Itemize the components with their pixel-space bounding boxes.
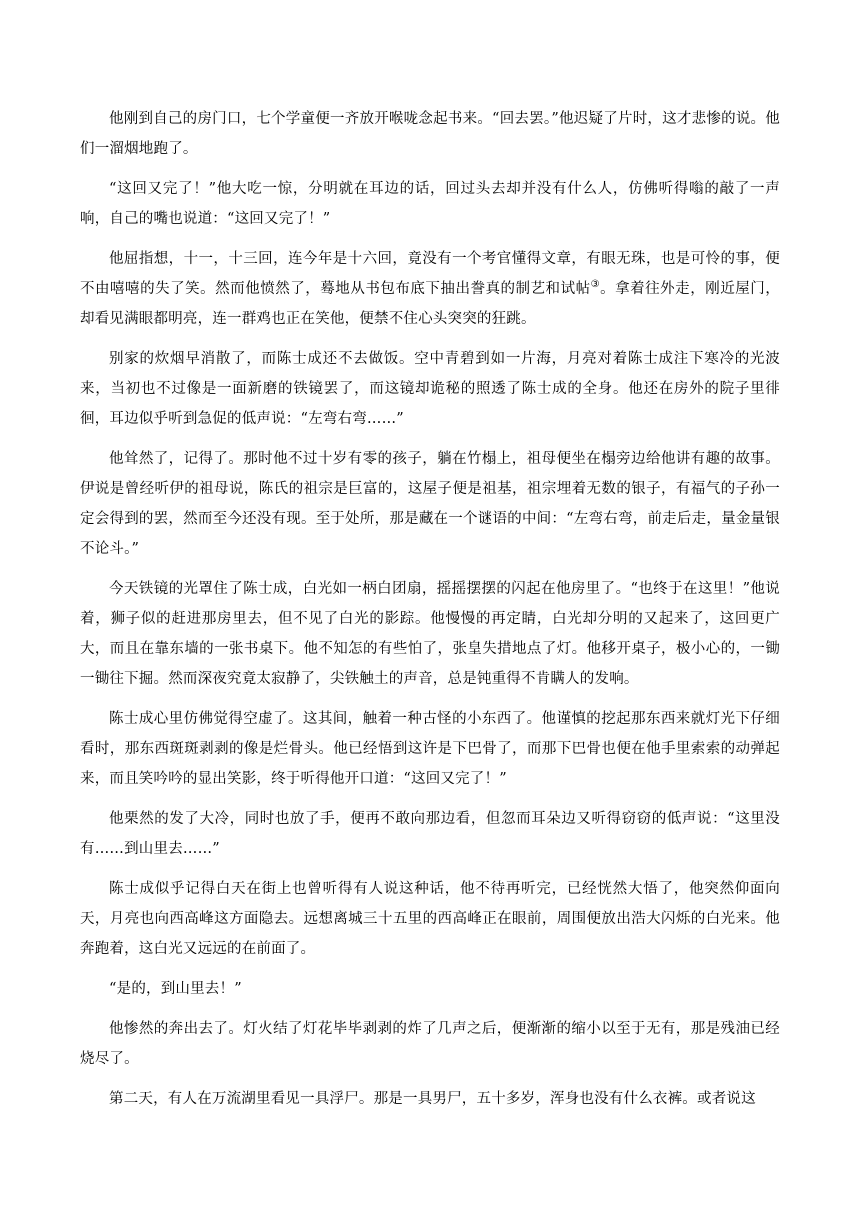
paragraph-7: 陈士成心里仿佛觉得空虚了。这其间，触着一种古怪的小东西了。他谨慎的挖起那东西来就灯光下仔细看时，那东西斑斑剥剥的像是烂骨头。他已经悟到这许是下巴骨了，而那下巴骨也便在他手里索索的动弹起来，而且笑吟吟的显出笑影，终于听得他开口道：“这回又完了！” <box>80 711 780 787</box>
paragraph-3 <box>80 244 780 334</box>
paragraph-1: 他刚到自己的房门口，七个学童便一齐放开喉咙念起书来。“回去罢。”他迟疑了片时，这才悲惨的说。他们一溜烟地跑了。 <box>80 111 780 157</box>
paragraph-12: 第二天，有人在万流湖里看见一具浮尸。那是一具男尸，五十多岁，浑身也没有什么衣裤。或者说这 <box>109 1091 756 1107</box>
paragraph-11: 他惨然的奔出去了。灯火结了灯花毕毕剥剥的炸了几声之后，便渐渐的缩小以至于无有，那是残油已经烧尽了。 <box>80 1021 780 1067</box>
paragraph-6: 今天铁镜的光罩住了陈士成，白光如一柄白团扇，摇摇摆摆的闪起在他房里了。“也终于在这里！”他说着，狮子似的赶进那房里去，但不见了白光的影踪。他慢慢的再定睛，白光却分明的又起来了，这回更广大，而且在靠东墙的一张书桌下。他不知怎的有些怕了，张皇失措地点了灯。他移开桌子，极小心的，一锄一锄往下掘。然而深夜究竟太寂静了，尖铁触土的声音，总是钝重得不肯瞒人的发响。 <box>80 581 780 687</box>
paragraph-3-text-after: 。拿着往外走，刚近屋门，却看见满眼都明亮，连一群鸡也正在笑他，便禁不住心头突突的狂跳。 <box>80 281 780 327</box>
paragraph-9: 陈士成似乎记得白天在街上也曾听得有人说这种话，他不待再听完，已经恍然大悟了，他突然仰面向天，月亮也向西高峰这方面隐去。远想离城三十五里的西高峰正在眼前，周围便放出浩大闪烁的白光来。他奔跑着，这白光又远远的在前面了。 <box>80 881 780 957</box>
footnote-marker: ③ <box>590 279 601 291</box>
paragraph-10: “是的，到山里去！” <box>109 981 242 997</box>
paragraph-2: “这回又完了！”他大吃一惊，分明就在耳边的话，回过头去却并没有什么人，仿佛听得嗡的敲了一声响，自己的嘴也说道：“这回又完了！” <box>80 181 780 227</box>
paragraph-3-text-before: 他屈指想，十一，十三回，连今年是十六回，竟没有一个考官懂得文章，有眼无珠，也是可怜的事，便不由嘻嘻的失了笑。然而他愤然了，蓦地从书包布底下抽出誊真的制艺和试帖 <box>80 251 780 297</box>
paragraph-8: 他栗然的发了大冷，同时也放了手，便再不敢向那边看，但忽而耳朵边又听得窃窃的低声说：“这里没有……到山里去……” <box>80 811 780 857</box>
document-body <box>80 104 780 1124</box>
paragraph-5: 他耸然了，记得了。那时他不过十岁有零的孩子，躺在竹榻上，祖母便坐在榻旁边给他讲有趣的故事。伊说是曾经听伊的祖母说，陈氏的祖宗是巨富的，这屋子便是祖基，祖宗埋着无数的银子，有福气的子孙一定会得到的罢，然而至今还没有现。至于处所，那是藏在一个谜语的中间：“左弯右弯，前走后走，量金量银不论斗。” <box>80 451 780 557</box>
paragraph-4: 别家的炊烟早消散了，而陈士成还不去做饭。空中青碧到如一片海，月亮对着陈士成注下寒冷的光波来，当初也不过像是一面新磨的铁镜罢了，而这镜却诡秘的照透了陈士成的全身。他还在房外的院子里徘徊，耳边似乎听到急促的低声说：“左弯右弯……” <box>80 351 780 427</box>
